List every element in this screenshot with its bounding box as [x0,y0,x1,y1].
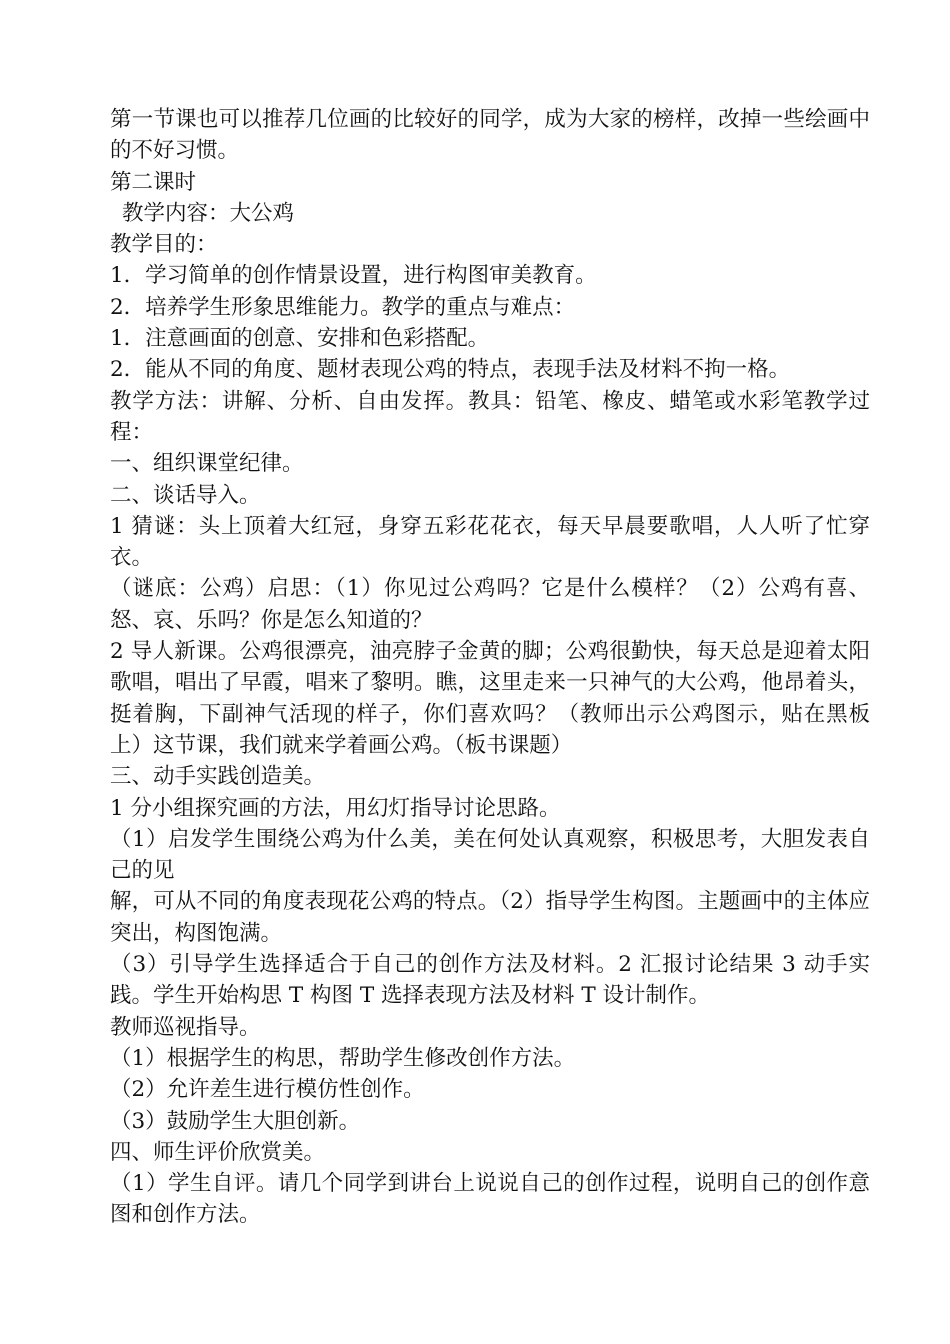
paragraph: 教师巡视指导。 [110,1014,261,1040]
paragraph: （谜底：公鸡）启思：（1）你见过公鸡吗？它是什么模样？（2）公鸡有喜、怒、哀、乐吗？你是怎么知道的？ [110,576,870,633]
paragraph: 教学目的： [110,232,218,258]
paragraph: 1．学习简单的创作情景设置，进行构图审美教育。 [110,263,597,289]
paragraph: 1．注意画面的创意、安排和色彩搭配。 [110,326,490,352]
paragraph: 三、动手实践创造美。 [110,764,326,790]
paragraph: 教学方法：讲解、分析、自由发挥。教具：铅笔、橡皮、蜡笔或水彩笔教学过程： [110,388,870,445]
paragraph: （3）引导学生选择适合于自己的创作方法及材料。2 汇报讨论结果 3 动手实践。学生开始构思 T 构图 T 选择表现方法及材料 T 设计制作。 [110,952,870,1009]
paragraph: 2．能从不同的角度、题材表现公鸡的特点，表现手法及材料不拘一格。 [110,357,791,383]
paragraph: （1）根据学生的构思，帮助学生修改创作方法。 [110,1045,576,1071]
paragraph: 第二课时 [110,169,197,195]
paragraph: 第一节课也可以推荐几位画的比较好的同学，成为大家的榜样，改掉一些绘画中的不好习惯。 [110,107,870,164]
paragraph: 一、组织课堂纪律。 [110,451,304,477]
paragraph: 2．培养学生形象思维能力。教学的重点与难点： [110,294,576,320]
paragraph: （1）学生自评。请几个同学到讲台上说说自己的创作过程，说明自己的创作意图和创作方法。 [110,1171,870,1228]
paragraph: 1 猜谜：头上顶着大红冠，身穿五彩花花衣，每天早晨要歌唱，人人听了忙穿衣。 [110,513,870,571]
paragraph: 教学内容：大公鸡 [122,200,295,226]
paragraph: 二、谈话导入。 [110,482,261,508]
paragraph: 1 分小组探究画的方法，用幻灯指导讨论思路。 [110,795,561,821]
paragraph: （3）鼓励学生大胆创新。 [110,1108,361,1134]
paragraph: 2 导人新课。公鸡很漂亮，油亮脖子金黄的脚；公鸡很勤快，每天总是迎着太阳歌唱，唱出了早霞，唱来了黎明。瞧，这里走来一只神气的大公鸡，他昂着头，挺着胸，下副神气活现的样子，你们喜欢吗？（教师出示公鸡图示，贴在黑板上）这节课，我们就来学着画公鸡。（板书课题） [110,639,870,758]
paragraph: （1）启发学生围绕公鸡为什么美，美在何处认真观察，积极思考，大胆发表自己的见 [110,826,870,884]
paragraph: 四、师生评价欣赏美。 [110,1139,326,1165]
paragraph: （2）允许差生进行模仿性创作。 [110,1077,425,1103]
document-body [110,104,870,1231]
paragraph: 解，可从不同的角度表现花公鸡的特点。（2）指导学生构图。主题画中的主体应突出，构图饱满。 [110,889,870,946]
